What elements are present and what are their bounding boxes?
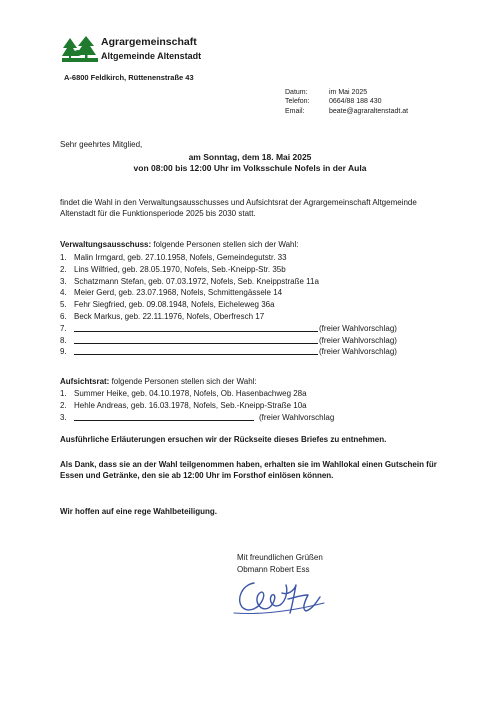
org-address: A-6800 Feldkirch, Rüttenenstraße 43 — [64, 73, 194, 82]
aufsicht-candidate-list — [60, 388, 334, 423]
blank-line — [74, 412, 254, 421]
verwaltung-heading-bold: Verwaltungsausschuss: — [60, 240, 152, 249]
free-proposal-item — [60, 335, 397, 347]
event-time-place: von 08:00 bis 12:00 Uhr im Volksschule Nofels in der Aula — [133, 163, 367, 173]
info-value: beate@agraraltenstadt.at — [329, 107, 409, 115]
free-proposal-item — [60, 346, 397, 358]
blank-line — [74, 323, 318, 332]
blank-line — [74, 335, 318, 344]
verwaltung-candidate-list — [60, 252, 397, 358]
closing-block — [237, 552, 323, 575]
aufsicht-heading-rest: folgende Personen stellen sich der Wahl: — [109, 377, 257, 386]
candidate-item — [60, 276, 397, 288]
info-row — [285, 107, 408, 116]
blank-line — [74, 346, 318, 355]
free-proposal-text: (freier Wahlvorschlag) — [319, 335, 397, 345]
verwaltung-heading-rest: folgende Personen stellen sich der Wahl: — [151, 240, 299, 249]
candidate-item — [60, 400, 334, 412]
item-number: 6. — [60, 311, 67, 321]
candidate-text: Malin Irmgard, geb. 27.10.1958, Nofels, Gemeindegutstr. 33 — [74, 253, 287, 262]
aufsicht-heading — [60, 377, 257, 386]
item-number: 1. — [60, 389, 67, 398]
info-row — [285, 97, 408, 106]
item-number: 4. — [60, 288, 67, 298]
free-proposal-text: (freier Wahlvorschlag — [259, 412, 335, 422]
explanation-paragraph: Ausführliche Erläuterungen ersuchen wir der Rückseite dieses Briefes zu entnehmen. — [60, 435, 387, 444]
item-number: 3. — [60, 276, 67, 286]
candidate-item — [60, 287, 397, 299]
free-proposal-text: (freier Wahlvorschlag) — [319, 323, 397, 333]
thank-you-paragraph: Als Dank, dass sie an der Wahl teilgenommen haben, erhalten sie im Wahllokal einen Gutschein für Essen und Getränke, den sie ab 12:00 Uhr im Forsthof einlösen können. — [60, 460, 437, 481]
candidate-text: Fehr Siegfried, geb. 09.08.1948, Nofels, Eicheleweg 36a — [74, 300, 275, 310]
org-name: Agrargemeinschaft — [101, 36, 197, 48]
item-number: 1. — [60, 253, 67, 262]
item-number: 3. — [60, 412, 67, 422]
verwaltung-heading — [60, 240, 299, 249]
candidate-text: Summer Heike, geb. 04.10.1978, Nofels, Ob. Hasenbachweg 28a — [74, 389, 307, 398]
aufsicht-heading-bold: Aufsichtsrat: — [60, 377, 110, 386]
contact-info — [285, 88, 408, 116]
closing-greeting: Mit freundlichen Grüßen — [237, 553, 323, 562]
candidate-text: Meier Gerd, geb. 23.07.1968, Nofels, Schmittengässele 14 — [74, 288, 283, 298]
tree-logo-icon — [62, 36, 98, 62]
item-number: 7. — [60, 323, 67, 333]
candidate-item — [60, 311, 397, 323]
info-row — [285, 88, 408, 97]
participation-paragraph: Wir hoffen auf eine rege Wahlbeteiligung. — [60, 507, 217, 516]
candidate-text: Schatzmann Stefan, geb. 07.03.1972, Nofels, Seb. Kneippstraße 11a — [74, 276, 319, 286]
candidate-item — [60, 264, 397, 276]
item-number: 5. — [60, 300, 67, 310]
greeting: Sehr geehrtes Mitglied, — [60, 140, 143, 149]
info-label: Telefon: — [285, 98, 310, 106]
handwritten-signature — [232, 573, 328, 617]
free-proposal-item — [60, 412, 334, 424]
candidate-text: Lins Wilfried, geb. 28.05.1970, Nofels, Seb.-Kneipp-Str. 35b — [74, 264, 286, 274]
event-date: am Sonntag, dem 18. Mai 2025 — [188, 152, 312, 162]
item-number: 2. — [60, 400, 67, 410]
candidate-item — [60, 299, 397, 311]
item-number: 9. — [60, 347, 67, 357]
candidate-item — [60, 388, 334, 400]
info-value: im Mai 2025 — [329, 89, 368, 96]
info-value: 0664/88 188 430 — [329, 98, 382, 106]
item-number: 8. — [60, 335, 67, 345]
item-number: 2. — [60, 264, 67, 274]
info-label: Datum: — [285, 89, 308, 96]
info-label: Email: — [285, 107, 305, 115]
free-proposal-item — [60, 323, 397, 335]
candidate-item — [60, 252, 397, 264]
candidate-text: Hehle Andreas, geb. 16.03.1978, Nofels, Seb.-Kneipp-Straße 10a — [74, 400, 307, 410]
org-subtitle: Altgemeinde Altenstadt — [101, 51, 202, 61]
free-proposal-text: (freier Wahlvorschlag) — [319, 347, 397, 357]
intro-paragraph: findet die Wahl in den Verwaltungsausschusses und Aufsichtsrat der Agrargemeinschaft Altgemeinde Altenstadt für die Funktionsperiode 2025 bis 2030 statt. — [60, 198, 417, 219]
candidate-text: Beck Markus, geb. 22.11.1976, Nofels, Oberfresch 17 — [74, 311, 265, 321]
closing-signatory: Obmann Robert Ess — [237, 564, 310, 574]
